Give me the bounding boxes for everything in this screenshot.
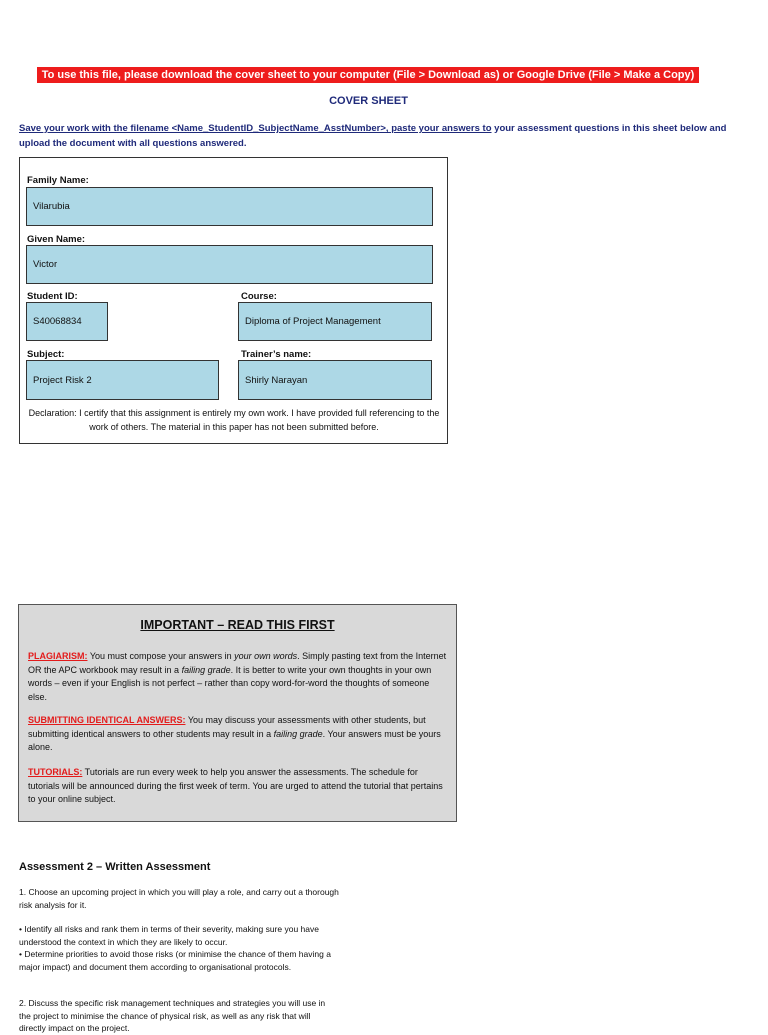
declaration-text: Declaration: I certify that this assignment is entirely my own work. I have provided full referencing to the work of others. The material in this paper has not been submitted before.	[28, 408, 440, 432]
save-instructions-underlined: Save your work with the filename <Name_StudentID_SubjectName_AsstNumber>, paste your answers to	[19, 123, 492, 134]
given-name-field[interactable]: Victor	[26, 245, 433, 284]
course-field[interactable]: Diploma of Project Management	[238, 302, 432, 341]
save-instructions	[19, 121, 739, 151]
plagiarism-emphasis-2: failing grade	[181, 664, 231, 675]
trainer-name-label: Trainer’s name:	[241, 349, 312, 360]
question-1: 1. Choose an upcoming project in which you will play a role, and carry out a thorough risk analysis for it.	[19, 887, 339, 910]
trainer-name-field[interactable]: Shirly Narayan	[238, 360, 432, 400]
identical-emphasis: failing grade	[273, 728, 323, 739]
tutorials-paragraph	[28, 766, 448, 807]
assessment-title: Assessment 2 – Written Assessment	[19, 861, 211, 873]
plagiarism-heading: PLAGIARISM:	[28, 651, 88, 661]
cover-sheet-title: COVER SHEET	[329, 95, 408, 107]
plagiarism-text-3: . It is better to write your own thoughts in your own words – even if your English is not perfect – rather than copy word-for-word the thoughts of someone else.	[28, 664, 432, 702]
plagiarism-text-2: . Simply pasting text from the Internet OR the APC workbook may result in a	[28, 651, 447, 675]
plagiarism-emphasis-1: your own words	[234, 651, 298, 661]
question-1-bullet-2: • Determine priorities to avoid those risks (or minimise the chance of them having a major impact) and document them according to organisational protocols.	[19, 949, 331, 972]
save-instructions-rest: your assessment questions in this sheet below and upload the document with all questions answered.	[19, 123, 727, 149]
important-notice-title: IMPORTANT – READ THIS FIRST	[140, 618, 335, 632]
given-name-label: Given Name:	[27, 234, 86, 245]
question-2: 2. Discuss the specific risk management techniques and strategies you will use in the project to minimise the chance of physical risk, as well as any risk that will directly impact on the project.	[19, 998, 326, 1033]
course-label: Course:	[241, 291, 277, 302]
download-instructions-banner: To use this file, please download the cover sheet to your computer (File > Download as) or Google Drive (File > Make a Copy)	[37, 67, 699, 83]
identical-answers-paragraph	[28, 714, 448, 755]
tutorials-text: Tutorials are run every week to help you answer the assessments. The schedule for tutorials will be announced during the first week of term. You are urged to attend the tutorial that pertains to your online subject.	[28, 767, 443, 804]
plagiarism-paragraph	[28, 650, 448, 704]
family-name-field[interactable]: Vilarubia	[26, 187, 433, 226]
student-id-label: Student ID:	[27, 291, 78, 302]
identical-text-2: . Your answers must be yours alone.	[28, 728, 441, 752]
subject-field[interactable]: Project Risk 2	[26, 360, 219, 400]
plagiarism-text-1: You must compose your answers in	[87, 651, 235, 661]
identical-answers-heading: SUBMITTING IDENTICAL ANSWERS:	[28, 715, 186, 725]
student-id-field[interactable]: S40068834	[26, 302, 108, 341]
identical-text-1: You may discuss your assessments with other students, but submitting identical answers to other students may result in a	[28, 715, 426, 739]
subject-label: Subject:	[27, 349, 65, 360]
question-1-bullet-1: • Identify all risks and rank them in terms of their severity, making sure you have understood the context in which they are likely to occur.	[19, 924, 319, 947]
tutorials-heading: TUTORIALS:	[28, 767, 83, 777]
important-notice-box	[18, 604, 457, 822]
family-name-label: Family Name:	[27, 175, 89, 186]
